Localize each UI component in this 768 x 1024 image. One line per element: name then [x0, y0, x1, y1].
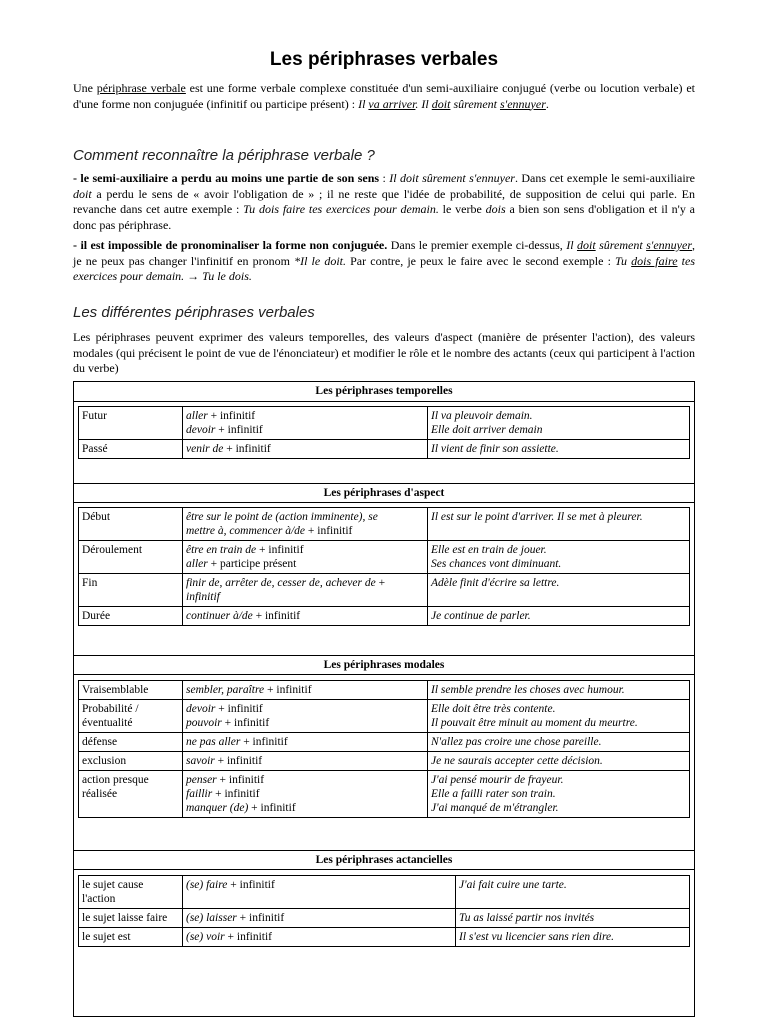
- cell-example-line: Elle a failli rater son train.: [431, 788, 556, 800]
- cell-form-line: (se) voir + infinitif: [186, 931, 273, 943]
- table-row: [79, 733, 690, 752]
- cell-example-line: N'allez pas croire une chose pareille.: [431, 736, 602, 748]
- cell-label: le sujet laisse faire: [79, 909, 183, 928]
- cell-form: [183, 440, 428, 459]
- table-row: [79, 700, 690, 733]
- cell-form-line: faillir + infinitif: [186, 788, 260, 800]
- table-row: [79, 541, 690, 574]
- cell-example: [428, 771, 690, 818]
- table-title-modales: Les périphrases modales: [74, 655, 694, 675]
- section-heading-recognize: Comment reconnaître la périphrase verbale ?: [73, 147, 375, 164]
- table-actancielles: [78, 875, 690, 947]
- cell-example-line: J'ai fait cuire une tarte.: [459, 879, 567, 891]
- cell-example: [456, 876, 690, 909]
- cell-label: exclusion: [79, 752, 183, 771]
- cell-example: [428, 733, 690, 752]
- cell-example-line: Adèle finit d'écrire sa lettre.: [431, 577, 560, 589]
- cell-form-line: pouvoir + infinitif: [186, 717, 270, 729]
- criterion-paragraph-2: - il est impossible de pronominaliser la forme non conjuguée. Dans le premier exemple ci-dessus, Il doit sûrement s'ennuyer, je ne peux pas changer l'infinitif en pronom *Il le doit. Par contre, je peux le faire avec le second exemple : Tu dois faire tes exercices pour demain. → Tu le dois.: [73, 238, 695, 283]
- cell-example: [428, 752, 690, 771]
- cell-example: [428, 574, 690, 607]
- cell-example-line: Il semble prendre les choses avec humour.: [431, 684, 625, 696]
- cell-label: Déroulement: [79, 541, 183, 574]
- table-row: [79, 440, 690, 459]
- cell-example-line: Il va pleuvoir demain.: [431, 410, 533, 422]
- cell-label: Passé: [79, 440, 183, 459]
- cell-example-line: Je ne saurais accepter cette décision.: [431, 755, 603, 767]
- cell-form: [183, 574, 428, 607]
- table-row: [79, 407, 690, 440]
- table-row: [79, 607, 690, 626]
- cell-example-line: J'ai pensé mourir de frayeur.: [431, 774, 564, 786]
- cell-form-line: ne pas aller + infinitif: [186, 736, 288, 748]
- cell-form-line: aller + participe présent: [186, 558, 297, 570]
- cell-label: Futur: [79, 407, 183, 440]
- cell-form-line: manquer (de) + infinitif: [186, 802, 296, 814]
- cell-example-line: Il s'est vu licencier sans rien dire.: [459, 931, 615, 943]
- cell-example-line: Elle doit être très contente.: [431, 703, 556, 715]
- cell-form: [183, 541, 428, 574]
- table-row: [79, 909, 690, 928]
- table-row: [79, 574, 690, 607]
- cell-example-line: J'ai manqué de m'étrangler.: [431, 802, 559, 814]
- cell-form: [183, 752, 428, 771]
- cell-example: [456, 928, 690, 947]
- cell-label: Probabilité / éventualité: [79, 700, 183, 733]
- table-row: [79, 876, 690, 909]
- cell-form-line: mettre à, commencer à/de + infinitif: [186, 525, 353, 537]
- table-row: [79, 928, 690, 947]
- table-title-aspect: Les périphrases d'aspect: [74, 483, 694, 503]
- cell-example-line: Il vient de finir son assiette.: [431, 443, 559, 455]
- cell-form-line: (se) faire + infinitif: [186, 879, 275, 891]
- cell-form-line: finir de, arrêter de, cesser de, achever de +: [186, 577, 386, 589]
- table-row: [79, 771, 690, 818]
- cell-form-line: sembler, paraître + infinitif: [186, 684, 312, 696]
- cell-form: [183, 407, 428, 440]
- table-row: [79, 681, 690, 700]
- intro-paragraph: Une périphrase verbale est une forme verbale complexe constituée d'un semi-auxiliaire conjugué (verbe ou locution verbale) et d'une forme non conjuguée (infinitif ou participe présent) : Il va arriver. Il doit sûrement s'ennuyer.: [73, 81, 695, 111]
- cell-form: [183, 909, 456, 928]
- cell-form: [183, 771, 428, 818]
- cell-example-line: Elle doit arriver demain: [431, 424, 543, 436]
- table-modales: [78, 680, 690, 818]
- cell-example: [456, 909, 690, 928]
- cell-form: [183, 508, 428, 541]
- criterion-paragraph-1: - le semi-auxiliaire a perdu au moins une partie de son sens : Il doit sûrement s'ennuyer. Dans cet exemple le semi-auxiliaire doit a perdu le sens de « avoir l'obligation de » ; il ne reste que l'idée de probabilité, de supposition de celui qui parle. En revanche dans cet autre exemple : Tu dois faire tes exercices pour demain. le verbe dois a bien son sens d'obligation et il n'y a donc pas périphrase.: [73, 171, 695, 232]
- cell-example: [428, 607, 690, 626]
- cell-form-line: penser + infinitif: [186, 774, 265, 786]
- cell-form: [183, 700, 428, 733]
- cell-form: [183, 928, 456, 947]
- cell-form: [183, 733, 428, 752]
- page-title: Les périphrases verbales: [269, 49, 499, 70]
- cell-label: action presque réalisée: [79, 771, 183, 818]
- cell-example-line: Je continue de parler.: [431, 610, 531, 622]
- cell-form-line: venir de + infinitif: [186, 443, 271, 455]
- table-title-actancielles: Les périphrases actancielles: [74, 850, 694, 870]
- cell-form-line: (se) laisser + infinitif: [186, 912, 285, 924]
- cell-form-line: devoir + infinitif: [186, 424, 263, 436]
- table-row: [79, 752, 690, 771]
- table-temporelles: [78, 406, 690, 459]
- cell-form-line: devoir + infinitif: [186, 703, 263, 715]
- cell-label: défense: [79, 733, 183, 752]
- cell-label: le sujet cause l'action: [79, 876, 183, 909]
- cell-example-line: Ses chances vont diminuant.: [431, 558, 562, 570]
- cell-form-line: être en train de + infinitif: [186, 544, 304, 556]
- cell-example-line: Il est sur le point d'arriver. Il se met à pleurer.: [431, 511, 643, 523]
- cell-label: Durée: [79, 607, 183, 626]
- cell-example: [428, 407, 690, 440]
- cell-form: [183, 681, 428, 700]
- cell-example: [428, 700, 690, 733]
- cell-form-line: savoir + infinitif: [186, 755, 263, 767]
- section-heading-types: Les différentes périphrases verbales: [73, 304, 315, 321]
- cell-form: [183, 876, 456, 909]
- table-aspect: [78, 507, 690, 626]
- cell-example-line: Elle est en train de jouer.: [431, 544, 547, 556]
- cell-example-line: Il pouvait être minuit au moment du meurtre.: [431, 717, 638, 729]
- cell-example: [428, 508, 690, 541]
- cell-form-line: aller + infinitif: [186, 410, 256, 422]
- periphrase-tables: [73, 381, 695, 1017]
- cell-example: [428, 681, 690, 700]
- cell-example: [428, 541, 690, 574]
- cell-form-line: continuer à/de + infinitif: [186, 610, 301, 622]
- cell-example-line: Tu as laissé partir nos invités: [459, 912, 595, 924]
- table-title-temporelles: Les périphrases temporelles: [74, 382, 694, 402]
- cell-label: Début: [79, 508, 183, 541]
- cell-form: [183, 607, 428, 626]
- cell-label: le sujet est: [79, 928, 183, 947]
- cell-form-line: être sur le point de (action imminente), se: [186, 511, 378, 523]
- cell-label: Fin: [79, 574, 183, 607]
- cell-example: [428, 440, 690, 459]
- table-row: [79, 508, 690, 541]
- cell-form-line: infinitif: [186, 591, 220, 603]
- types-paragraph: Les périphrases peuvent exprimer des valeurs temporelles, des valeurs d'aspect (manière de présenter l'action), des valeurs modales (qui précisent le point de vue de l'énonciateur) et modifier le rôle et le nombre des actants (ceux qui participent à l'action du verbe): [73, 330, 695, 375]
- cell-label: Vraisemblable: [79, 681, 183, 700]
